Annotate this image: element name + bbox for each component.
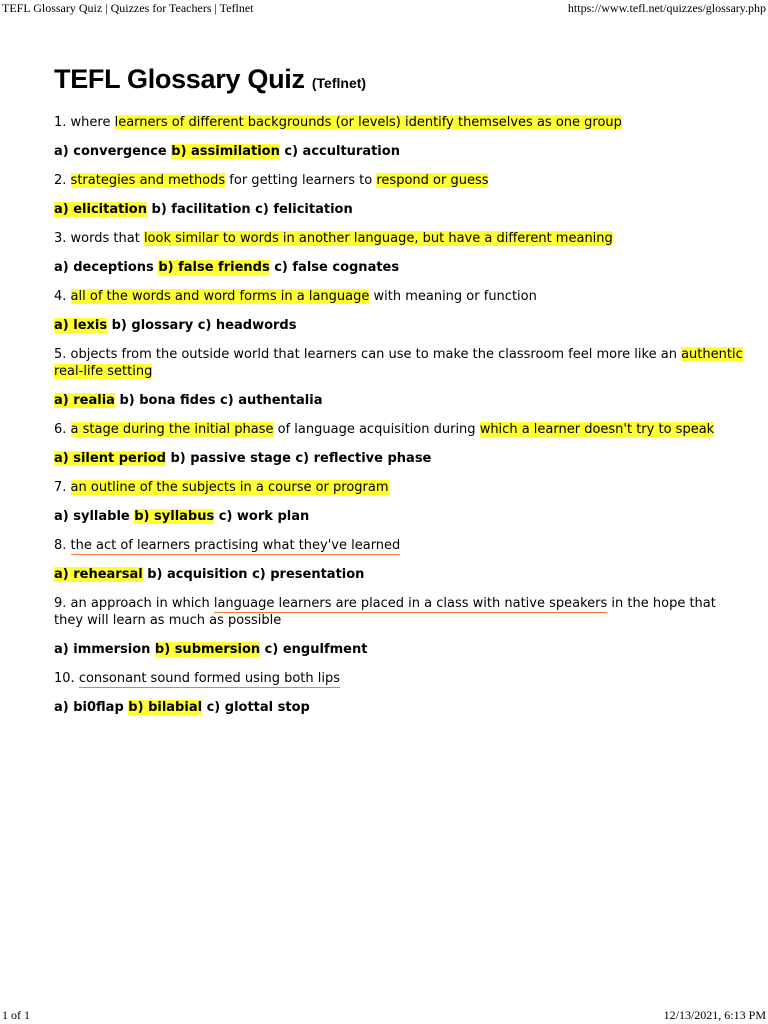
text-segment: for getting learners to <box>225 173 377 188</box>
underlined-text: language learners are placed in a class with native speakers <box>213 596 608 611</box>
highlighted-text: a) rehearsal <box>54 567 143 582</box>
highlighted-text: b) submersion <box>154 642 261 657</box>
highlighted-text: a) silent period <box>54 451 166 466</box>
text-segment: b) passive stage c) reflective phase <box>165 451 432 466</box>
text-segment: 4. <box>54 289 71 304</box>
question-prompt <box>54 288 724 305</box>
text-segment: 10. <box>54 671 79 686</box>
highlighted-text: b) false friends <box>158 260 270 275</box>
underlined-text: consonant sound formed using both lips <box>78 671 341 686</box>
text-segment: of language acquisition during <box>273 422 480 437</box>
text-segment: 5. objects from the outside world that learners can use to make the classroom feel more like an <box>54 347 682 362</box>
print-footer <box>2 1008 766 1024</box>
answer-options <box>54 143 724 160</box>
highlighted-text: b) assimilation <box>171 144 280 159</box>
text-segment: c) work plan <box>214 509 310 524</box>
text-segment: 3. words that <box>54 231 144 246</box>
highlighted-text: a stage during the initial phase <box>70 422 274 437</box>
question-prompt <box>54 670 724 687</box>
text-segment: a) convergence <box>54 144 172 159</box>
text-segment: c) acculturation <box>279 144 400 159</box>
highlighted-text: learners of different backgrounds (or levels) identify themselves as one group <box>114 115 622 130</box>
answer-options <box>54 317 724 334</box>
print-header-url: https://www.tefl.net/quizzes/glossary.php <box>567 1 766 15</box>
answer-options <box>54 392 724 409</box>
text-segment: b) acquisition c) presentation <box>142 567 365 582</box>
text-segment: 8. <box>54 538 71 553</box>
question-prompt <box>54 421 724 438</box>
highlighted-text: a) lexis <box>54 318 108 333</box>
highlighted-text: b) syllabus <box>134 509 215 524</box>
print-footer-date: 12/13/2021, 6:13 PM <box>663 1008 766 1022</box>
question-prompt <box>54 537 724 554</box>
answer-options <box>54 508 724 525</box>
answer-options <box>54 201 724 218</box>
highlighted-text: an outline of the subjects in a course or program <box>70 480 389 495</box>
print-header-title: TEFL Glossary Quiz | Quizzes for Teachers | Teflnet <box>2 1 254 15</box>
text-segment: b) bona fides c) authentalia <box>114 393 323 408</box>
text-segment: 9. an approach in which <box>54 596 214 611</box>
text-segment: a) syllable <box>54 509 135 524</box>
text-segment: a) immersion <box>54 642 155 657</box>
text-segment: 7. <box>54 480 71 495</box>
answer-options <box>54 641 724 658</box>
highlighted-text: strategies and methods <box>70 173 226 188</box>
highlighted-text: authentic real-life setting <box>54 347 743 379</box>
text-segment: 2. <box>54 173 71 188</box>
text-segment: 6. <box>54 422 71 437</box>
question-list <box>54 114 743 716</box>
highlighted-text: all of the words and word forms in a language <box>70 289 370 304</box>
underlined-text: the act of learners practising what they've learned <box>70 538 401 553</box>
text-segment: a) deceptions <box>54 260 159 275</box>
question-prompt <box>54 595 744 629</box>
print-footer-page: 1 of 1 <box>2 1008 30 1022</box>
question-prompt <box>54 172 724 189</box>
question-prompt <box>54 114 724 131</box>
highlighted-text: look similar to words in another language, but have a different meaning <box>143 231 613 246</box>
answer-options <box>54 259 724 276</box>
highlighted-text: b) bilabial <box>128 700 203 715</box>
text-segment: in the hope that they will learn as much as possible <box>54 596 716 628</box>
answer-options <box>54 566 724 583</box>
page-subtitle: (Teflnet) <box>311 75 367 91</box>
text-segment: with meaning or function <box>369 289 537 304</box>
text-segment: 1. where <box>54 115 115 130</box>
text-segment: c) glottal stop <box>202 700 310 715</box>
page-title <box>54 62 724 100</box>
text-segment: a) bi0flap <box>54 700 129 715</box>
question-prompt <box>54 230 724 247</box>
answer-options <box>54 699 724 716</box>
page-title-text: TEFL Glossary Quiz <box>54 64 305 94</box>
text-segment: b) facilitation c) felicitation <box>146 202 353 217</box>
text-segment: c) false cognates <box>269 260 400 275</box>
highlighted-text: respond or guess <box>376 173 489 188</box>
highlighted-text: which a learner doesn't try to speak <box>479 422 715 437</box>
quiz-content <box>54 62 743 728</box>
highlighted-text: a) elicitation <box>54 202 147 217</box>
highlighted-text: a) realia <box>54 393 115 408</box>
text-segment: c) engulfment <box>260 642 368 657</box>
question-prompt <box>54 479 724 496</box>
answer-options <box>54 450 724 467</box>
print-header <box>2 1 766 17</box>
text-segment: b) glossary c) headwords <box>107 318 297 333</box>
question-prompt <box>54 346 744 380</box>
